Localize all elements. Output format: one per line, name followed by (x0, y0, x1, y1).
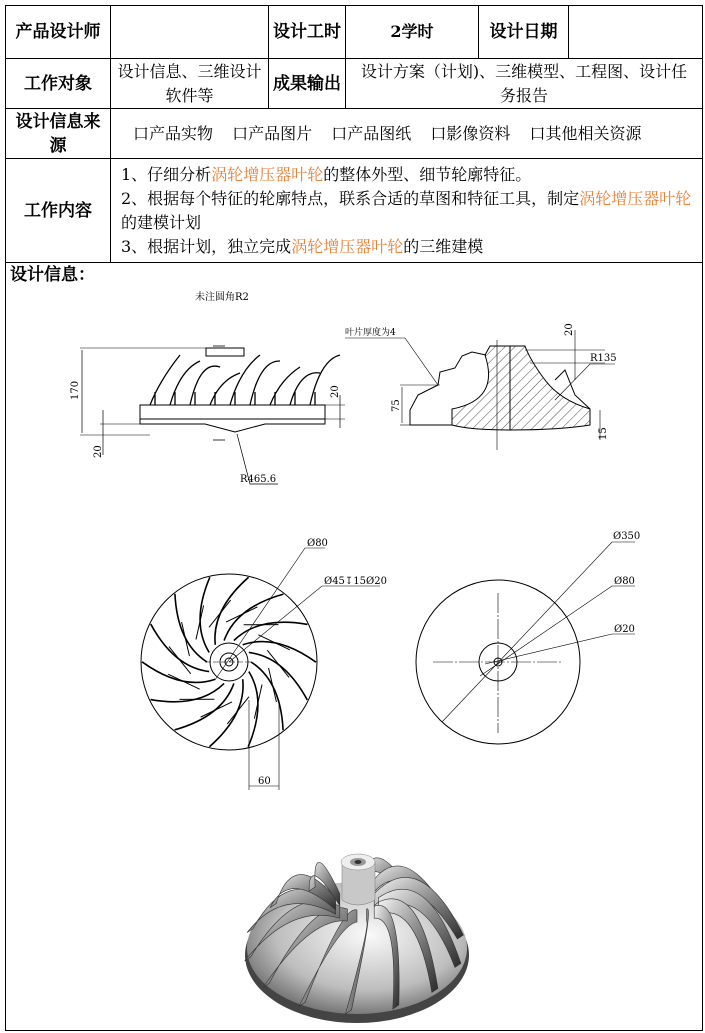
design-info-label: 设计信息： (10, 265, 95, 285)
text: 1、仔细分析 (121, 164, 212, 184)
designer-value[interactable] (111, 6, 269, 59)
content-item-2 (121, 187, 698, 235)
front-hole-spec: Ø45↧15Ø20 (324, 576, 387, 587)
side-radius: R465.6 (240, 474, 277, 485)
source-options (111, 109, 703, 159)
highlight-text: 涡轮增压器叶轮 (291, 236, 404, 256)
text: 的三维建模 (403, 236, 484, 256)
back-dia-350: Ø350 (613, 531, 641, 542)
text: 的整体外型、细节轮廓特征。 (323, 164, 532, 184)
design-info-cell (6, 263, 703, 1031)
section-dim-20: 20 (564, 323, 575, 336)
content-body (111, 159, 703, 263)
section-radius: R135 (590, 353, 617, 364)
source-label: 设计信息来源 (6, 109, 111, 159)
fillet-note: 未注圆角R2 (195, 292, 249, 303)
text: 的建模计划 (121, 212, 202, 232)
content-label: 工作内容 (6, 159, 111, 263)
hours-label: 设计工时 (269, 6, 346, 59)
blade-thickness-note: 叶片厚度为4 (345, 328, 396, 338)
design-task-table (5, 5, 703, 1031)
object-label: 工作对象 (6, 59, 111, 109)
side-dim-20-bottom: 20 (93, 445, 104, 458)
hours-value: 2学时 (346, 6, 479, 59)
content-item-3 (121, 235, 698, 259)
text: 3、根据计划，独立完成 (121, 236, 292, 256)
side-dim-20-plate: 20 (330, 385, 341, 398)
source-option-picture[interactable]: 口产品图片 (232, 123, 313, 143)
front-dia-80: Ø80 (307, 538, 328, 549)
designer-label: 产品设计师 (6, 6, 111, 59)
source-option-object[interactable]: 口产品实物 (133, 123, 214, 143)
object-value: 设计信息、三维设计软件等 (111, 59, 269, 109)
source-option-video[interactable]: 口影像资料 (430, 123, 511, 143)
source-option-other[interactable]: 口其他相关资源 (529, 123, 642, 143)
content-item-1 (121, 163, 698, 187)
section-dim-15: 15 (598, 427, 609, 440)
back-dia-80: Ø80 (614, 576, 635, 587)
output-label: 成果输出 (269, 59, 346, 109)
date-value[interactable] (569, 6, 703, 59)
output-value: 设计方案（计划)、三维模型、工程图、设计任务报告 (346, 59, 703, 109)
back-dia-20: Ø20 (614, 624, 635, 635)
front-dim-60: 60 (258, 776, 271, 787)
text: 2、根据每个特征的轮廓特点，联系合适的草图和特征工具，制定 (121, 188, 580, 208)
side-dim-170: 170 (70, 380, 81, 400)
highlight-text: 涡轮增压器叶轮 (211, 164, 324, 184)
highlight-text: 涡轮增压器叶轮 (579, 188, 692, 208)
section-dim-75: 75 (391, 399, 402, 412)
source-option-drawing[interactable]: 口产品图纸 (331, 123, 412, 143)
date-label: 设计日期 (479, 6, 569, 59)
